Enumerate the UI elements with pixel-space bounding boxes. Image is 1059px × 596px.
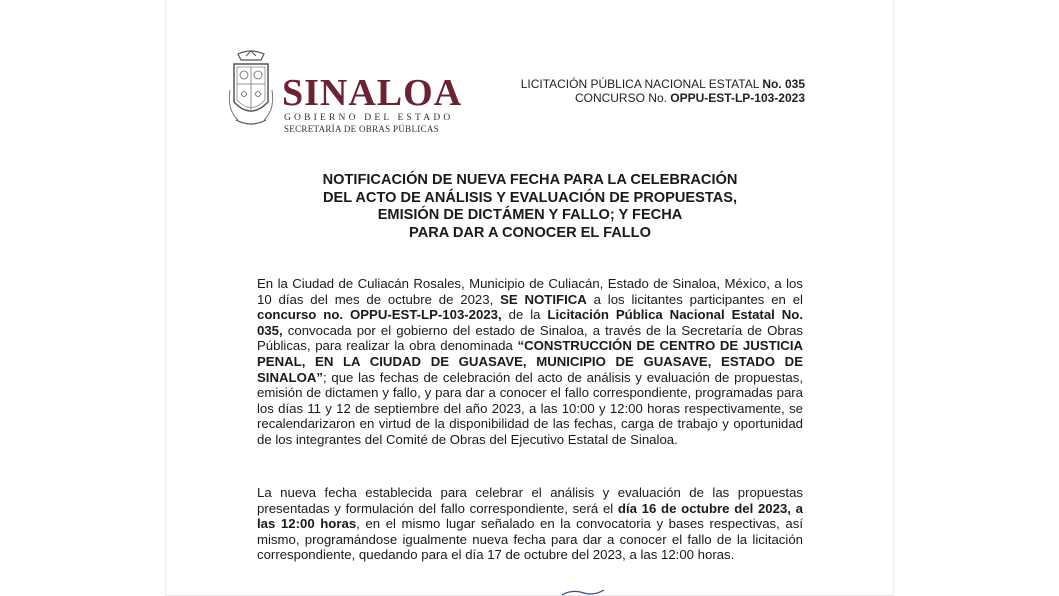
tender-reference bbox=[521, 77, 805, 105]
sinaloa-logo bbox=[228, 50, 463, 140]
document-title: NOTIFICACIÓN DE NUEVA FECHA PARA LA CELEBRACIÓN DEL ACTO DE ANÁLISIS Y EVALUACIÓN DE PROPUESTAS, EMISIÓN DE DICTÁMEN Y FALLO; Y FECHA PARA DAR A CONOCER EL FALLO bbox=[322, 172, 738, 241]
notification-paragraph-1: En la Ciudad de Culiacán Rosales, Municipio de Culiacán, Estado de Sinaloa, México, a los 10 días del mes de octubre de 2023, SE NOTIFICA a los licitantes participantes en el concurso no. OPPU-EST-LP-103-2023, de la Licitación Pública Nacional Estatal No. 035, convocada por el gobierno del estado de Sinaloa, a través de la Secretaría de Obras Públicas, para realizar la obra denominada “CONSTRUCCIÓN DE CENTRO DE JUSTICIA PENAL, EN LA CIUDAD DE GUASAVE, MUNICIPIO DE GUASAVE, ESTADO DE SINALOA”; que las fechas de celebración del acto de análisis y evaluación de propuestas, emisión de dictamen y fallo, y para dar a conocer el fallo correspondiente, programadas para los días 11 y 12 de septiembre del año 2023, a las 10:00 y 12:00 horas respectivamente, se recalendarizaron en virtud de la disponibilidad de las fechas, carga de trabajo y oportunidad de los integrantes del Comité de Obras del Ejecutivo Estatal de Sinaloa. bbox=[257, 276, 804, 447]
tender-reference-line-1: LICITACIÓN PÚBLICA NACIONAL ESTATAL No. 035 bbox=[520, 77, 805, 91]
state-coat-of-arms-icon bbox=[228, 50, 274, 130]
brand-subtitle-government: GOBIERNO DEL ESTADO bbox=[284, 113, 454, 123]
brand-name: SINALOA bbox=[282, 72, 463, 114]
notification-paragraph-2: La nueva fecha establecida para celebrar el análisis y evaluación de las propuestas presentadas y formulación del fallo correspondiente, será el día 16 de octubre del 2023, a las 12:00 horas, en el mismo lugar señalado en la convocatoria y bases respectivas, así mismo, programándose igualmente nueva fecha para dar a conocer el fallo de la licitación correspondiente, quedando para el día 17 de octubre del 2023, a las 12:00 horas. bbox=[257, 485, 804, 563]
brand-subtitle-secretariat: SECRETARÍA DE OBRAS PÚBLICAS bbox=[284, 124, 439, 134]
tender-reference-line-2: CONCURSO No. OPPU-EST-LP-103-2023 bbox=[574, 91, 805, 105]
